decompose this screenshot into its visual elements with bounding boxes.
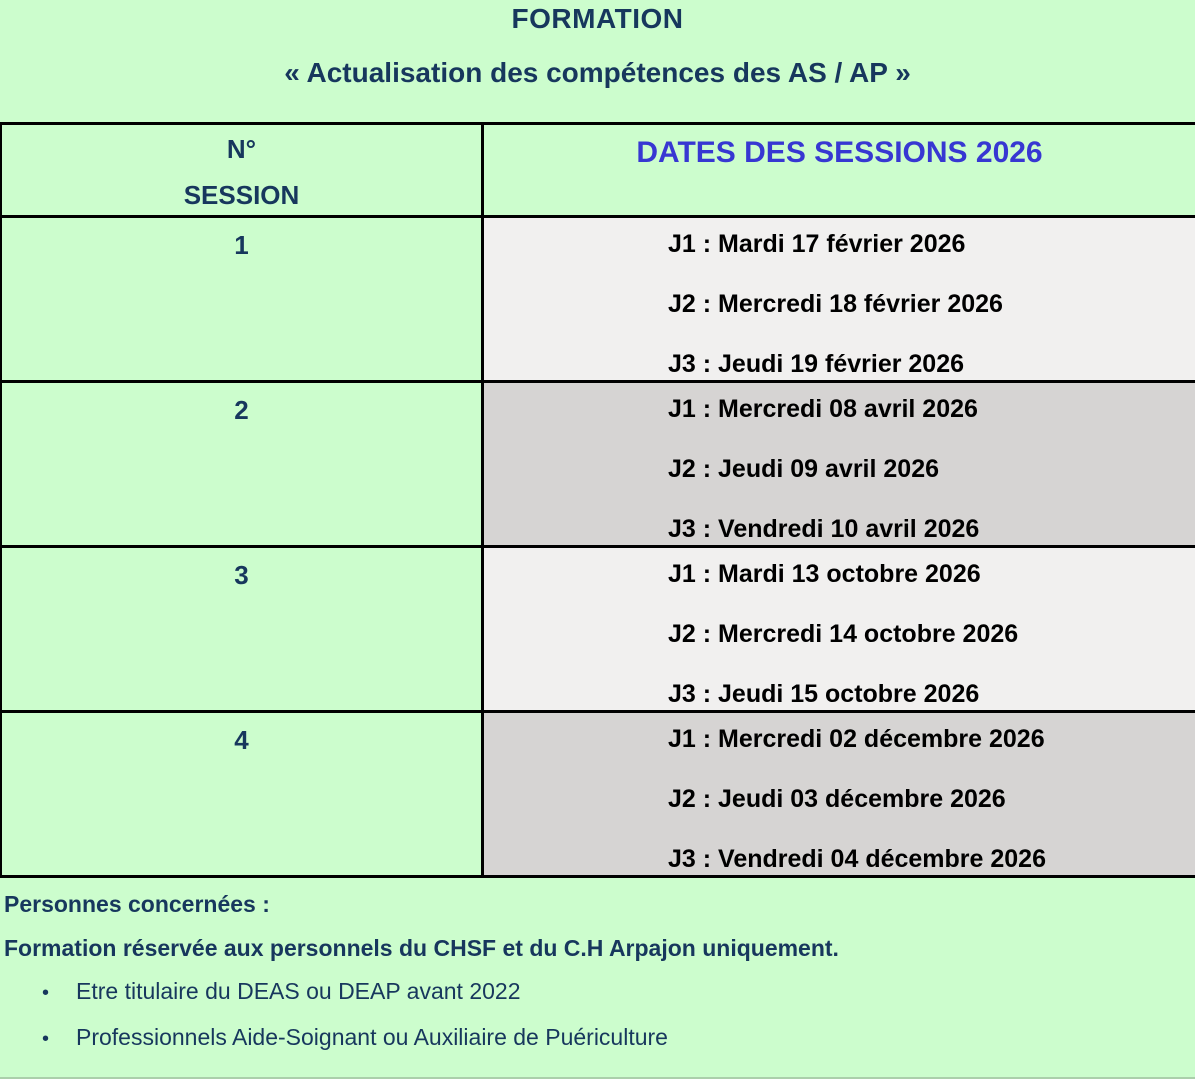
bullet-icon: • bbox=[42, 982, 50, 1004]
table-row bbox=[2, 380, 1195, 545]
session-day: J2 : Mercredi 18 février 2026 bbox=[668, 290, 1003, 318]
dates-header-title: DATES DES SESSIONS 2026 bbox=[636, 136, 1043, 169]
session-day: J2 : Mercredi 14 octobre 2026 bbox=[668, 620, 1019, 648]
page-title: FORMATION bbox=[511, 3, 684, 34]
bullet-text: Etre titulaire du DEAS ou DEAP avant 2022 bbox=[76, 978, 521, 1004]
session-day: J2 : Jeudi 03 décembre 2026 bbox=[668, 785, 1006, 813]
table-row bbox=[2, 215, 1195, 380]
session-number: 2 bbox=[2, 383, 484, 545]
session-dates-cell bbox=[484, 218, 1195, 380]
session-day: J1 : Mercredi 08 avril 2026 bbox=[668, 395, 978, 423]
header-session-label: SESSION bbox=[183, 180, 300, 210]
session-number: 1 bbox=[2, 218, 484, 380]
session-number: 3 bbox=[2, 548, 484, 710]
list-item bbox=[4, 978, 1195, 1006]
session-day: J1 : Mercredi 02 décembre 2026 bbox=[668, 725, 1045, 753]
session-day: J3 : Jeudi 19 février 2026 bbox=[668, 350, 965, 378]
session-day: J3 : Jeudi 15 octobre 2026 bbox=[668, 680, 980, 708]
session-day: J3 : Vendredi 10 avril 2026 bbox=[668, 515, 980, 543]
session-day: J1 : Mardi 17 février 2026 bbox=[668, 230, 966, 258]
list-item bbox=[4, 1024, 1195, 1052]
notes-heading: Personnes concernées : bbox=[4, 891, 270, 917]
session-day: J2 : Jeudi 09 avril 2026 bbox=[668, 455, 940, 483]
notes-section bbox=[0, 878, 1195, 1052]
notes-bullet-list bbox=[4, 978, 1195, 1052]
header-cell-dates bbox=[484, 125, 1195, 215]
session-dates-cell bbox=[484, 713, 1195, 875]
session-day: J1 : Mardi 13 octobre 2026 bbox=[668, 560, 981, 588]
bullet-text: Professionnels Aide-Soignant ou Auxiliaire de Puériculture bbox=[76, 1024, 668, 1050]
session-dates-cell bbox=[484, 548, 1195, 710]
session-day: J3 : Vendredi 04 décembre 2026 bbox=[668, 845, 1046, 873]
header-session-number-label: N° bbox=[226, 134, 257, 164]
table-header-row bbox=[2, 125, 1195, 215]
page-subtitle: « Actualisation des compétences des AS / AP » bbox=[284, 57, 911, 88]
table-row bbox=[2, 545, 1195, 710]
session-dates-cell bbox=[484, 383, 1195, 545]
session-number: 4 bbox=[2, 713, 484, 875]
header-cell-session bbox=[2, 125, 484, 215]
notes-restriction: Formation réservée aux personnels du CHSF et du C.H Arpajon uniquement. bbox=[4, 935, 839, 961]
bullet-icon: • bbox=[42, 1028, 50, 1050]
sessions-table bbox=[0, 122, 1195, 878]
title-block bbox=[0, 0, 1195, 89]
table-row bbox=[2, 710, 1195, 875]
